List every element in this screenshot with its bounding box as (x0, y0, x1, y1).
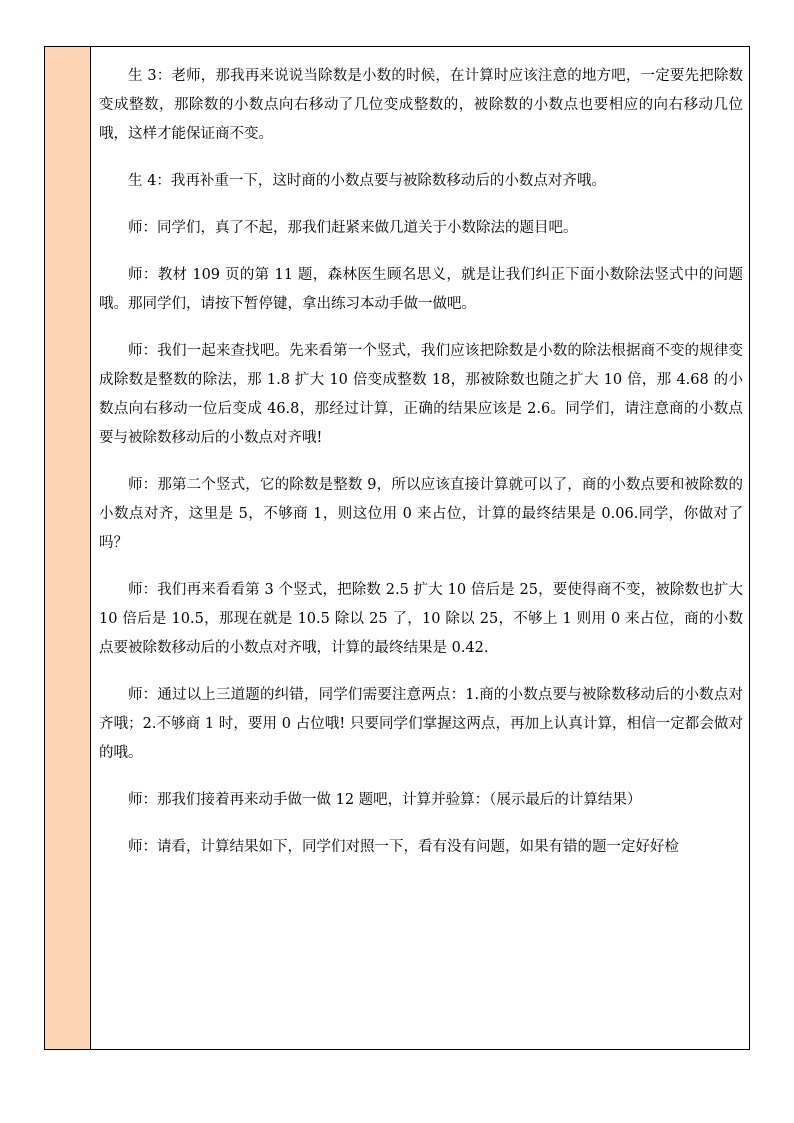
paragraph-teacher-praise: 师：同学们，真了不起，那我们赶紧来做几道关于小数除法的题目吧。 (128, 220, 578, 236)
paragraph-student-3: 生 3：老师，那我再来说说当除数是小数的时候，在计算时应该注意的地方吧，一定要先把除数变成整数，那除数的小数点向右移动了几位变成整数的，被除数的小数点也要相应的向右移动几位哦，这样才能保证商不变。 (99, 68, 743, 142)
lesson-content-cell (91, 47, 749, 1049)
paragraph-third-vertical: 师：我们再来看看第 3 个竖式，把除数 2.5 扩大 10 倍后是 25，要使得商不变，被除数也扩大 10 倍后是 10.5，那现在就是 10.5 除以 25 了，10 除以 25，不够上 1 则用 0 来占位，商的小数点要被除数移动后的小数点对齐哦，计算的最终结果是 0.42. (99, 582, 743, 656)
paragraph-textbook-exercise: 师：教材 109 页的第 11 题，森林医生顾名思义，就是让我们纠正下面小数除法竖式中的问题哦。那同学们，请按下暂停键，拿出练习本动手做一做吧。 (99, 267, 743, 312)
paragraph-second-vertical: 师：那第二个竖式，它的除数是整数 9，所以应该直接计算就可以了，商的小数点要和被除数的小数点对齐，这里是 5，不够商 1，则这位用 0 来占位，计算的最终结果是 0.06.同学，你做对了吗？ (99, 477, 743, 551)
lesson-table (44, 46, 750, 1050)
left-label-cell (45, 47, 91, 1049)
paragraph-results: 师：请看，计算结果如下，同学们对照一下，看有没有问题，如果有错的题一定好好检 (128, 839, 679, 855)
paragraph-first-vertical: 师：我们一起来查找吧。先来看第一个竖式，我们应该把除数是小数的除法根据商不变的规律变成除数是整数的除法，那 1.8 扩大 10 倍变成整数 18，那被除数也随之扩大 10 倍，那 4.68 的小数点向右移动一位后变成 46.8，那经过计算，正确的结果应该是 2.6。同学们，请注意商的小数点要与被除数移动后的小数点对齐哦! (99, 343, 743, 446)
paragraph-summary: 师：通过以上三道题的纠错，同学们需要注意两点：1.商的小数点要与被除数移动后的小数点对齐哦；2.不够商 1 时，要用 0 占位哦! 只要同学们掌握这两点，再加上认真计算，相信一定都会做对的哦。 (99, 687, 743, 761)
paragraph-student-4: 生 4：我再补重一下，这时商的小数点要与被除数移动后的小数点对齐哦。 (128, 173, 606, 189)
paragraph-exercise-12: 师：那我们接着再来动手做一做 12 题吧，计算并验算：（展示最后的计算结果） (128, 792, 642, 808)
